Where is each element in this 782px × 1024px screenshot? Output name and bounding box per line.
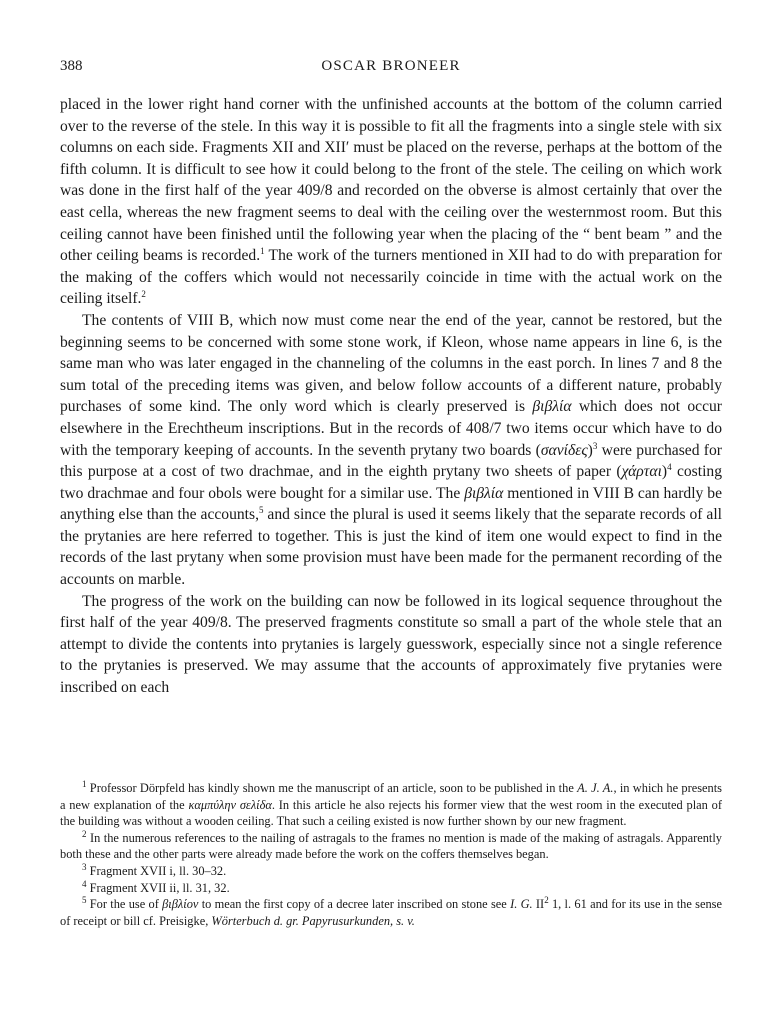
greek-term: βιβλία xyxy=(464,484,504,502)
footnote-ref-5[interactable]: 5 xyxy=(258,505,264,516)
footnote-text: to mean the first copy of a decree later inscribed on stone see xyxy=(198,897,511,912)
greek-term: χάρται xyxy=(621,463,662,481)
paragraph-text: which does not occur elsewhere in the Erechtheum inscriptions. But in the records of 408/7 two items occur which have to do with the temporary keeping of accounts. In the seventh prytany two boards ( xyxy=(60,398,722,459)
paragraph-text: The work of the turners mentioned in XII had to do with preparation for the making of the coffers which would not necessarily coincide in time with the actual work on the ceiling itself. xyxy=(60,247,722,308)
footnote-5 xyxy=(60,896,722,929)
paragraph-text: and since the plural is used it seems likely that the separate records of all the prytanies are here referred to together. This is just the kind of item one would expect to find in the records of the last prytany when some provision must have been made for the permanent recording of the accounts on marble. xyxy=(60,506,722,589)
paragraph-3: The progress of the work on the building can now be followed in its logical sequence throughout the first half of the year 409/8. The preserved fragments constitute so small a part of the whole stele that an attempt to divide the contents into prytanies is largely guesswork, especially since not a single reference to the prytanies is preserved. We may assume that the accounts of approximately five prytanies were inscribed on each xyxy=(60,592,722,697)
greek-term: σανίδες xyxy=(540,441,588,459)
footnote-text: II xyxy=(532,897,545,912)
footnote-ref-2[interactable]: 2 xyxy=(141,289,146,300)
page-number: 388 xyxy=(60,58,83,74)
footnote-number: 4 xyxy=(82,878,87,889)
footnote-text: Professor Dörpfeld has kindly shown me the manuscript of an article, soon to be published in the xyxy=(86,781,578,795)
edition-superscript: 2 xyxy=(544,895,549,906)
footnote-1 xyxy=(60,780,722,830)
greek-term: βιβλία xyxy=(532,398,572,416)
footnote-ref-1[interactable]: 1 xyxy=(260,245,265,256)
footnote-text: In the numerous references to the nailing of astragals to the frames no mention is made of the making of astragals. Apparently both these and the other parts were already made before the work on the coffers themselves began. xyxy=(60,830,722,862)
footnote-text: Fragment XVII ii, ll. 31, 32. xyxy=(86,880,230,895)
journal-abbrev: A. J. A. xyxy=(577,781,614,795)
body-text xyxy=(60,94,722,699)
paragraph-2 xyxy=(60,310,722,591)
footnote-ref-4[interactable]: 4 xyxy=(667,461,672,472)
footnote-text: 1, l. 61 and for its use in the sense of receipt or bill cf. Preisigke, xyxy=(60,897,722,928)
footnote-3 xyxy=(60,863,722,880)
inscription-corpus-abbrev: I. G. xyxy=(510,897,533,912)
paragraph-text: The contents of VIII B, which now must come near the end of the year, cannot be restored, but the beginning seems to be concerned with some stone work, if Kleon, whose name appears in line 6, is the same man who was later engaged in the channeling of the columns in the east porch. In lines 7 and 8 the sum total of the preceding items was given, and below follow accounts of a different nature, probably purchases of some kind. The only word which is clearly preserved is xyxy=(60,311,722,416)
greek-term: καμπύλην σελίδα xyxy=(188,797,272,812)
footnote-number: 1 xyxy=(82,778,87,789)
footnotes xyxy=(60,780,722,929)
paragraph-text: were purchased for this purpose at a cost of two drachmae, and in the eighth prytany two sheets of paper ( xyxy=(60,441,722,481)
paragraph-text: ) xyxy=(587,441,593,459)
running-head: OSCAR BRONEER xyxy=(321,58,461,74)
greek-term: βιβλίον xyxy=(162,897,199,912)
footnote-text: , in which he presents a new explanation of the xyxy=(60,781,722,812)
footnote-text: For the use of xyxy=(86,897,163,912)
book-title: Wörterbuch d. gr. Papyrusurkunden, s. v. xyxy=(211,913,415,928)
footnote-number: 5 xyxy=(82,895,87,906)
paragraph-text: placed in the lower right hand corner with the unfinished accounts at the bottom of the column carried over to the reverse of the stele. In this way it is possible to fit all the fragments into a single stele with six columns on each side. Fragments XII and XII′ must be placed on the reverse, perhaps at the bottom of the fifth column. It is difficult to see how it could belong to the front of the stele. The ceiling on which work was done in the first half of the year 409/8 and recorded on the obverse is almost certainly that over the east cella, whereas the new fragment seems to deal with the ceiling over the westernmost room. But this ceiling cannot have been finished until the following year when the placing of the “ bent beam ” and the other ceiling beams is recorded. xyxy=(60,96,722,265)
footnote-number: 3 xyxy=(82,861,87,872)
paragraph-1 xyxy=(60,94,722,310)
footnote-2 xyxy=(60,830,722,863)
paragraph-text: ) xyxy=(661,463,668,481)
page-header xyxy=(60,58,722,78)
footnote-4 xyxy=(60,880,722,897)
footnote-ref-3[interactable]: 3 xyxy=(592,440,598,451)
footnote-text: Fragment XVII i, ll. 30–32. xyxy=(86,863,227,878)
footnote-text: . In this article he also rejects his former view that the west room in the executed plan of the building was without a wooden ceiling. That such a ceiling existed is now further shown by our new fragment. xyxy=(60,797,722,829)
footnote-number: 2 xyxy=(82,828,87,839)
paragraph-text: costing two drachmae and four obols were bought for a similar use. The xyxy=(60,463,723,502)
paragraph-text: mentioned in VIII B can hardly be anything else than the accounts, xyxy=(60,484,722,524)
